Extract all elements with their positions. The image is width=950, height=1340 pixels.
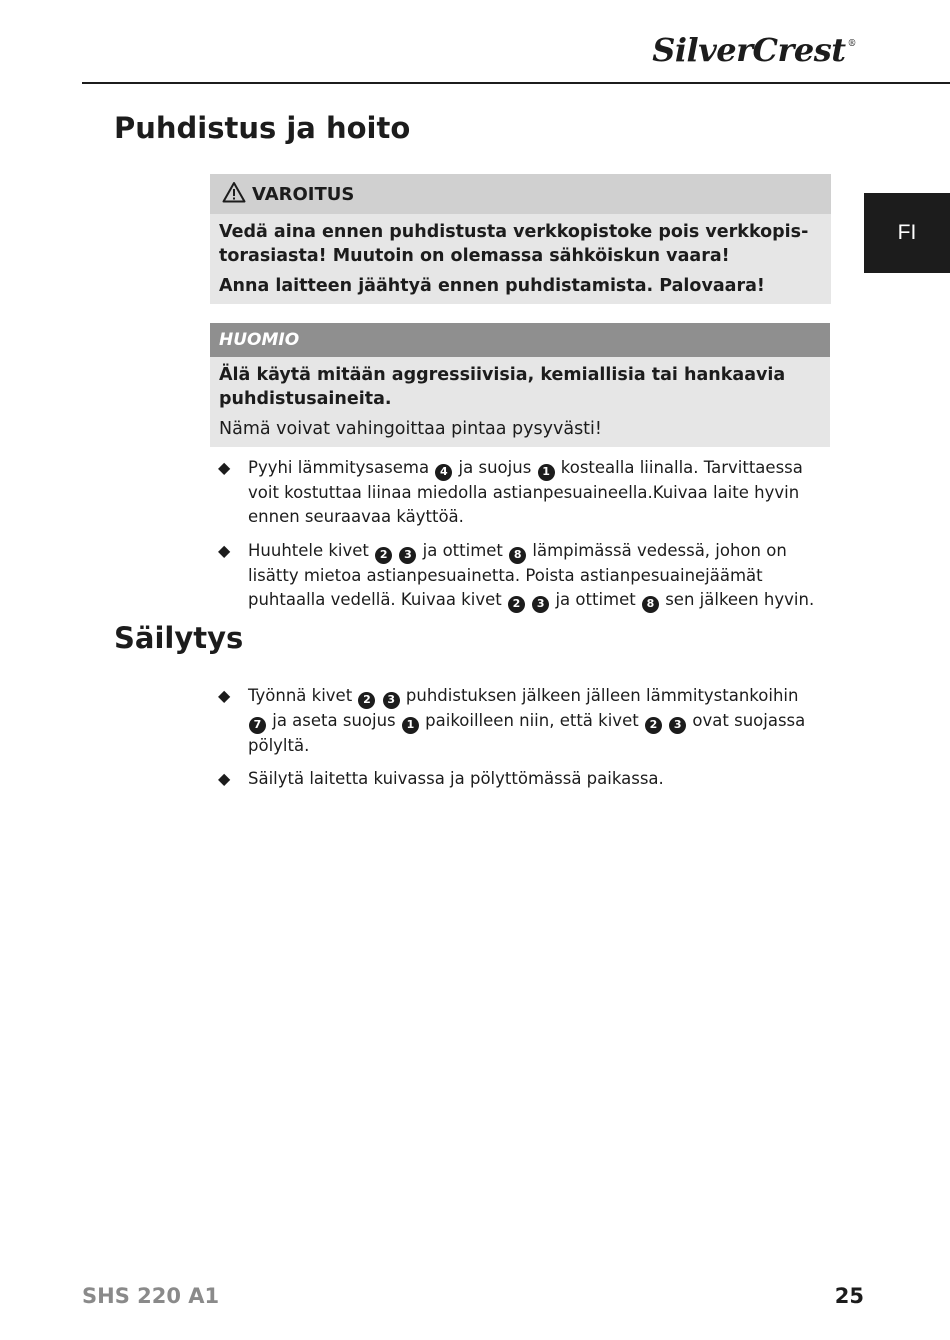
warning-text-2: Anna laitteen jäähtyä ennen puhdistamista. Palovaara! <box>219 276 765 296</box>
warning-body <box>210 214 831 304</box>
part-number-badge: 3 <box>532 596 549 613</box>
part-number-badge: 3 <box>399 547 416 564</box>
warning-box <box>210 174 831 304</box>
notice-body <box>210 357 830 447</box>
part-number-badge: 2 <box>358 692 375 709</box>
warning-header <box>210 174 831 214</box>
part-number-badge: 8 <box>642 596 659 613</box>
bullet-text: Työnnä kivet 2 3 puhdistuksen jälkeen jälleen lämmitystankoihin 7 ja aseta suojus 1 paikoilleen niin, että kivet 2 3 ovat suojassa pölyltä. <box>248 686 806 755</box>
part-number-badge: 4 <box>435 464 452 481</box>
notice-header <box>210 323 830 357</box>
diamond-bullet-icon: ◆ <box>218 540 231 560</box>
diamond-bullet-icon: ◆ <box>218 686 231 705</box>
part-number-badge: 3 <box>383 692 400 709</box>
page-number: 25 <box>834 1284 864 1308</box>
list-item <box>218 456 818 530</box>
part-number-badge: 3 <box>669 717 686 734</box>
bullet-text: Säilytä laitetta kuivassa ja pölyttömässä paikassa. <box>248 769 664 788</box>
diamond-bullet-icon: ◆ <box>218 458 231 477</box>
notice-text-bold: Älä käytä mitään aggressiivisia, kemiallisia tai hankaavia puhdistusaineita. <box>219 365 786 409</box>
storage-title: Säilytys <box>114 621 244 655</box>
warning-text-1: Vedä aina ennen puhdistusta verkkopistoke pois verkkopistorasiasta! Muutoin on olemassa sähköiskun vaara! <box>219 222 809 266</box>
part-number-badge: 7 <box>249 717 266 734</box>
part-number-badge: 1 <box>538 464 555 481</box>
registered-mark: ® <box>847 39 856 49</box>
storage-list <box>218 684 818 801</box>
cleaning-title: Puhdistus ja hoito <box>114 111 411 145</box>
list-item <box>218 767 818 792</box>
notice-text: Nämä voivat vahingoittaa pintaa pysyvästi! <box>219 419 602 439</box>
language-tab: FI <box>864 193 950 273</box>
part-number-badge: 2 <box>645 717 662 734</box>
list-item <box>218 684 818 758</box>
warning-label: VAROITUS <box>252 183 355 205</box>
footer-model: SHS 220 A1 <box>82 1284 220 1308</box>
warning-icon <box>222 181 246 208</box>
notice-label: HUOMIO <box>219 330 300 350</box>
cleaning-list <box>218 456 818 622</box>
notice-box <box>210 323 830 447</box>
diamond-bullet-icon: ◆ <box>218 769 231 788</box>
list-item <box>218 539 818 613</box>
part-number-badge: 8 <box>509 547 526 564</box>
bullet-text: Pyyhi lämmitysasema 4 ja suojus 1 kostealla liinalla. Tarvittaessa voit kostuttaa liinaa miedolla astianpesuaineella.Kuivaa laite hyvin ennen seuraavaa käyttöä. <box>248 458 803 527</box>
bullet-text: Huuhtele kivet 2 3 ja ottimet 8 lämpimässä vedessä, johon on lisätty mietoa astianpesuainetta. Poista astianpesuainejäämät puhtaalla vedellä. Kuivaa kivet 2 3 ja ottimet 8 sen jälkeen hyvin. <box>248 539 818 613</box>
silvercrest-logo <box>652 31 856 69</box>
part-number-badge: 1 <box>402 717 419 734</box>
part-number-badge: 2 <box>375 547 392 564</box>
logo-text: SilverCrest <box>652 31 846 69</box>
part-number-badge: 2 <box>508 596 525 613</box>
header-rule <box>82 82 950 84</box>
